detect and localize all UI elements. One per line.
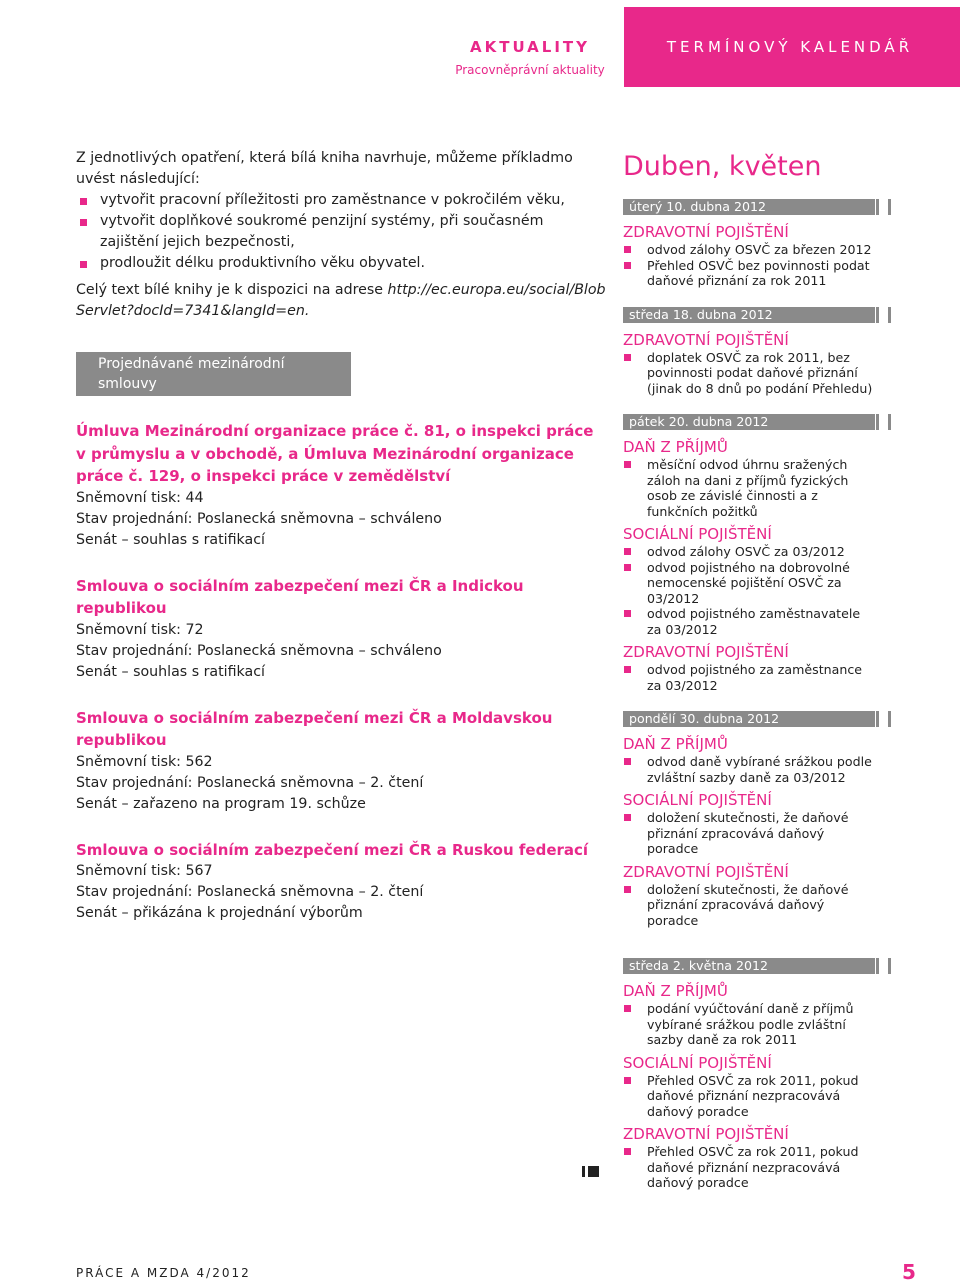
category-heading: ZDRAVOTNÍ POJIŠTĚNÍ bbox=[623, 643, 789, 661]
end-mark bbox=[582, 1166, 585, 1177]
date-bar: středa 18. dubna 2012 bbox=[623, 307, 875, 323]
treaty-title: Smlouva o sociálním zabezpečení mezi ČR a Indickou republikou bbox=[76, 576, 524, 617]
article-column bbox=[76, 148, 606, 924]
treaty-title: Úmluva Mezinárodní organizace práce č. 81, o inspekci práce v průmyslu a v obchodě, a Úmluva Mezinárodní organizace práce č. 129, o inspekci práce v zemědělství bbox=[76, 422, 594, 485]
list-item: prodloužit délku produktivního věku obyvatel. bbox=[76, 253, 606, 274]
date-bar: pondělí 30. dubna 2012 bbox=[623, 711, 875, 727]
category-heading: ZDRAVOTNÍ POJIŠTĚNÍ bbox=[623, 223, 789, 241]
calendar-month: Duben, květen bbox=[623, 151, 822, 182]
list-item: vytvořit pracovní příležitosti pro zaměstnance v pokročilém věku, bbox=[76, 190, 606, 211]
status-line: Stav projednání: Poslanecká sněmovna – 2. čtení bbox=[76, 774, 424, 791]
date-bar: úterý 10. dubna 2012 bbox=[623, 199, 875, 215]
treaty-title: Smlouva o sociálním zabezpečení mezi ČR a Ruskou federací bbox=[76, 840, 589, 859]
calendar-item: odvod daně vybírané srážkou podle zvláštní sazby daně za 03/2012 bbox=[623, 754, 875, 785]
calendar-item: Přehled OSVČ za rok 2011, pokud daňové přiznání nezpracovává daňový poradce bbox=[623, 1144, 875, 1191]
category-heading: DAŇ Z PŘÍJMŮ bbox=[623, 982, 728, 1000]
calendar-item: doložení skutečnosti, že daňové přiznání zpracovává daňový poradce bbox=[623, 882, 875, 929]
category-heading: DAŇ Z PŘÍJMŮ bbox=[623, 735, 728, 753]
treaty-item bbox=[76, 575, 606, 683]
section-heading: Projednávané mezinárodní smlouvy bbox=[76, 352, 351, 396]
section-subtitle: Pracovněprávní aktuality bbox=[455, 63, 605, 77]
status-line: Stav projednání: Poslanecká sněmovna – 2. čtení bbox=[76, 884, 424, 900]
category-heading: SOCIÁLNÍ POJIŠTĚNÍ bbox=[623, 791, 772, 809]
treaty-item bbox=[76, 707, 606, 815]
calendar-item: odvod pojistného na dobrovolné nemocenské pojištění OSVČ za 03/2012 bbox=[623, 560, 875, 607]
source-link[interactable]: http://ec.europa.eu/social/BlobServlet?docId=7341&langId=en. bbox=[76, 282, 606, 319]
end-mark bbox=[588, 1166, 599, 1177]
calendar-item: doplatek OSVČ za rok 2011, bez povinnosti podat daňové přiznání (jinak do 8 dnů po podání Přehledu) bbox=[623, 350, 875, 397]
calendar-item: doložení skutečnosti, že daňové přiznání zpracovává daňový poradce bbox=[623, 810, 875, 857]
category-heading: ZDRAVOTNÍ POJIŠTĚNÍ bbox=[623, 1125, 789, 1143]
status-line: Stav projednání: Poslanecká sněmovna – schváleno bbox=[76, 510, 442, 527]
category-heading: SOCIÁLNÍ POJIŠTĚNÍ bbox=[623, 1053, 772, 1072]
senate-line: Senát – souhlas s ratifikací bbox=[76, 663, 265, 680]
list-item: vytvořit doplňkové soukromé penzijní systémy, při současném zajištění jejich bezpečnosti, bbox=[76, 211, 606, 253]
calendar-item: odvod zálohy OSVČ za březen 2012 bbox=[623, 242, 875, 258]
calendar-item: odvod zálohy OSVČ za 03/2012 bbox=[623, 544, 875, 560]
treaty-title: Smlouva o sociálním zabezpečení mezi ČR a Moldavskou republikou bbox=[76, 708, 553, 749]
note-text: Celý text bílé knihy je k dispozici na adrese bbox=[76, 282, 388, 298]
date-bar: středa 2. května 2012 bbox=[623, 958, 875, 974]
date-bar: pátek 20. dubna 2012 bbox=[623, 414, 875, 430]
senate-line: Senát – zařazeno na program 19. schůze bbox=[76, 795, 366, 812]
print-number: Sněmovní tisk: 567 bbox=[76, 863, 213, 879]
section-title: AKTUALITY bbox=[469, 38, 591, 56]
treaty-item bbox=[76, 420, 606, 551]
category-heading: ZDRAVOTNÍ POJIŠTĚNÍ bbox=[623, 862, 789, 881]
calendar-column bbox=[623, 150, 875, 1191]
calendar-item: Přehled OSVČ bez povinnosti podat daňové přiznání za rok 2011 bbox=[623, 258, 875, 289]
calendar-item: Přehled OSVČ za rok 2011, pokud daňové přiznání nezpracovává daňový poradce bbox=[623, 1073, 875, 1120]
category-heading: SOCIÁLNÍ POJIŠTĚNÍ bbox=[623, 525, 772, 543]
journal-name: PRÁCE A MZDA 4/2012 bbox=[76, 1266, 251, 1280]
calendar-item: odvod pojistného za zaměstnance za 03/2012 bbox=[623, 662, 875, 693]
senate-line: Senát – přikázána k projednání výborům bbox=[76, 905, 363, 921]
calendar-item: podání vyúčtování daně z příjmů vybírané srážkou podle zvláštní sazby daně za rok 2011 bbox=[623, 1001, 875, 1048]
category-heading: DAŇ Z PŘÍJMŮ bbox=[623, 438, 728, 456]
status-line: Stav projednání: Poslanecká sněmovna – schváleno bbox=[76, 642, 442, 659]
treaty-item bbox=[76, 839, 606, 925]
print-number: Sněmovní tisk: 72 bbox=[76, 621, 204, 638]
senate-line: Senát – souhlas s ratifikací bbox=[76, 531, 265, 548]
print-number: Sněmovní tisk: 562 bbox=[76, 753, 213, 770]
intro-text: Z jednotlivých opatření, která bílá kniha navrhuje, můžeme příkladmo uvést následující: bbox=[76, 150, 573, 187]
source-note bbox=[76, 280, 606, 322]
calendar-item: odvod pojistného zaměstnavatele za 03/2012 bbox=[623, 606, 875, 637]
print-number: Sněmovní tisk: 44 bbox=[76, 489, 204, 506]
calendar-title: TERMÍNOVÝ KALENDÁŘ bbox=[666, 38, 914, 56]
calendar-item: měsíční odvod úhrnu sražených záloh na dani z příjmů fyzických osob ze závislé činnosti a z funkčních požitků bbox=[623, 457, 875, 519]
page-number: 5 bbox=[902, 1260, 916, 1284]
category-heading: ZDRAVOTNÍ POJIŠTĚNÍ bbox=[623, 330, 789, 349]
